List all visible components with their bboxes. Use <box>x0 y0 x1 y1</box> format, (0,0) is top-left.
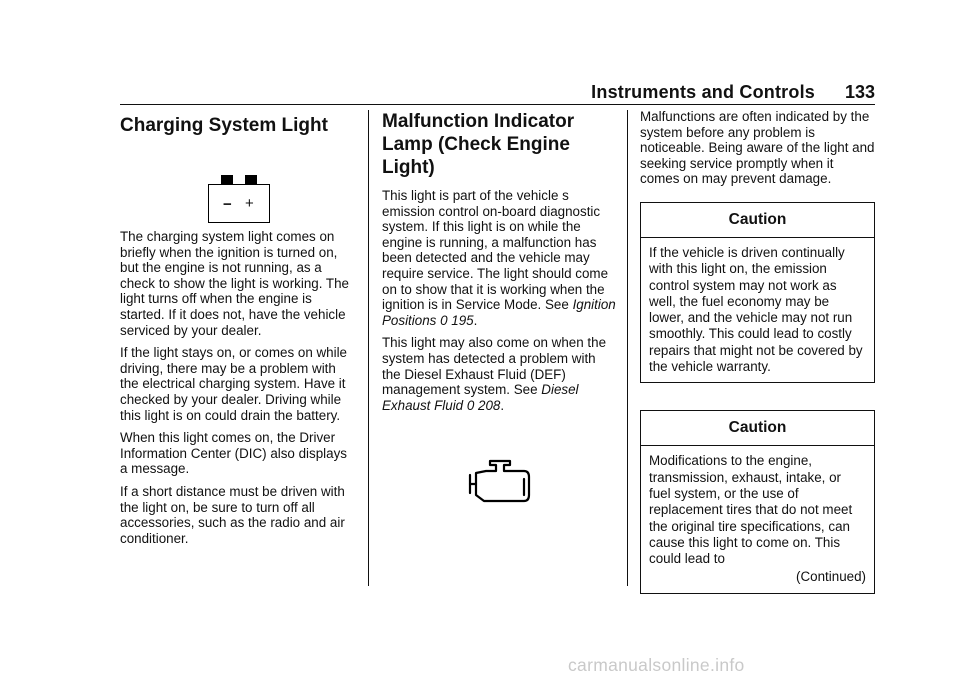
malfunction-lamp-heading: Malfunction Indicator Lamp (Check Engine Light) <box>382 111 575 178</box>
paragraph: This light may also come on when the system has detected a problem with the Diesel Exhaust Fluid (DEF) management system. See Diesel Exhaust Fluid 0 208. <box>382 335 607 413</box>
battery-warning-icon: − + <box>208 175 270 229</box>
caution-title: Caution <box>641 411 874 446</box>
column-charging-system <box>120 110 355 546</box>
cross-reference-link[interactable]: Diesel Exhaust Fluid <box>382 382 579 413</box>
caution-body <box>641 446 874 592</box>
watermark: carmanualsonline.info <box>568 655 745 675</box>
paragraph: If a short distance must be driven with the light on, be sure to turn off all accessories, such as the radio and air conditioner. <box>120 483 345 546</box>
continued-label: (Continued) <box>796 569 866 585</box>
check-engine-icon <box>468 459 532 503</box>
column-divider <box>627 110 628 586</box>
caution-title: Caution <box>641 203 874 238</box>
paragraph: This light is part of the vehicle s emission control on-board diagnostic system. If this light is on while the engine is running, a malfunction has been detected and the vehicle may require service. The light should come on to show that it is working when the ignition is in Service Mode. See Ignition Positions 0 195. <box>382 188 616 328</box>
page-reference[interactable]: 0 208 <box>466 397 501 413</box>
page-number: 133 <box>844 82 875 102</box>
caution-box <box>640 202 875 383</box>
intro-paragraph: Malfunctions are often indicated by the system before any problem is noticeable. Being aware of the light and seeking service promptly when it comes on may prevent damage. <box>640 109 875 187</box>
charging-system-heading: Charging System Light <box>120 115 328 136</box>
header-rule <box>120 104 875 105</box>
column-malfunction-lamp <box>382 110 617 508</box>
paragraph: The charging system light comes on briefly when the ignition is turned on, but the engine is not running, as a check to show the light is working. The light turns off when the engine is started. If it does not, have the vehicle serviced by your dealer. <box>120 229 349 338</box>
paragraph-text: This light may also come on when the system has detected a problem with the Diesel Exhaust Fluid (DEF) management system. See <box>382 335 607 398</box>
paragraph-text: This light is part of the vehicle s emission control on-board diagnostic system. If this light is on while the engine is running, a malfunction has been detected and the vehicle may require service. The light should come on to show that it is working when the ignition is in Service Mode. See <box>382 188 609 313</box>
caution-body: If the vehicle is driven continually with this light on, the emission control system may not work as well, the fuel economy may be lower, and the vehicle may not run smoothly. This could lead to costly repairs that might not be covered by the vehicle warranty. <box>649 244 863 375</box>
paragraph: If the light stays on, or comes on while driving, there may be a problem with the electrical charging system. Have it checked by your dealer. Driving while this light is on could drain the battery. <box>120 345 348 423</box>
column-cautions <box>640 110 875 594</box>
section-title: Instruments and Controls <box>591 82 815 102</box>
column-divider <box>368 110 369 586</box>
cross-reference-link[interactable]: Ignition Positions <box>382 297 616 328</box>
caution-text: Modifications to the engine, transmission, exhaust, intake, or fuel system, or the use of replacement tires that do not meet the original tire specifications, can cause this light to come on. This could lead to <box>649 453 853 567</box>
paragraph: When this light comes on, the Driver Information Center (DIC) also displays a message. <box>120 430 347 477</box>
page-reference[interactable]: 0 195 <box>440 312 474 328</box>
caution-box <box>640 410 875 593</box>
page-header <box>120 82 875 104</box>
